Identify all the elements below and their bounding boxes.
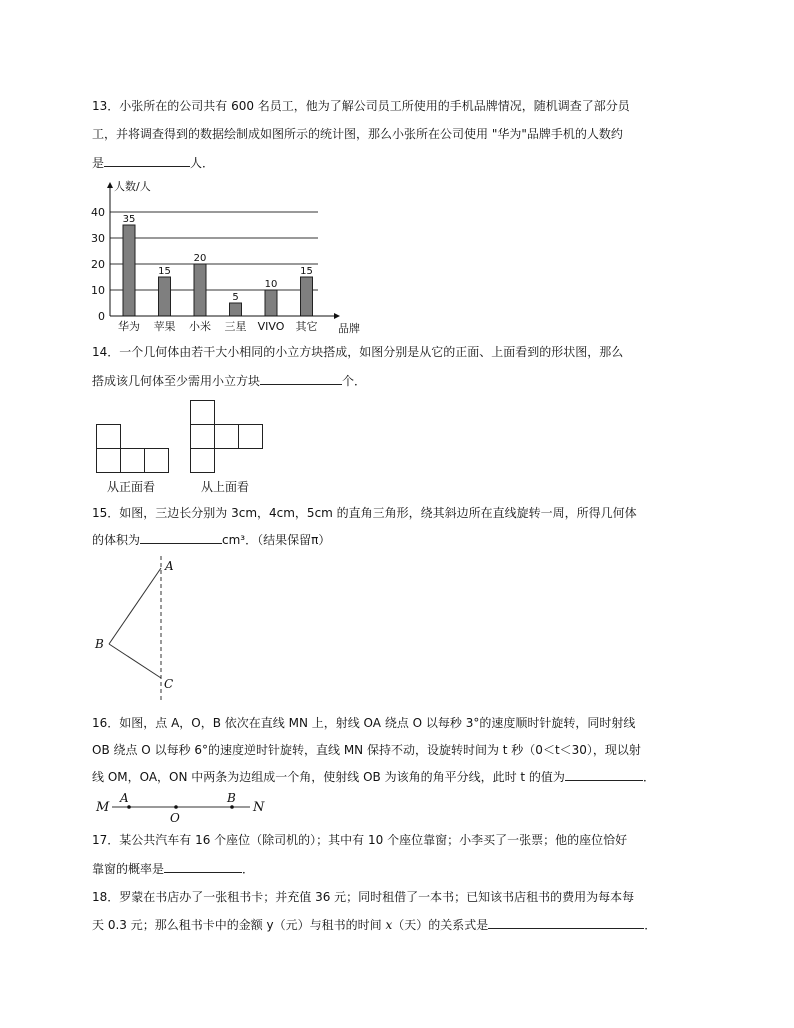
point-n-label: N (253, 800, 265, 815)
bar (159, 277, 171, 316)
q15-line-2-suffix: cm³．（结果保留π） (222, 533, 331, 547)
q17-line-2-prefix: 靠窗的概率是 (92, 862, 165, 876)
q17-line-2-suffix: ． (242, 862, 255, 876)
x-axis-arrow (334, 313, 340, 319)
y-axis-arrow (107, 182, 113, 188)
top-view-figure (190, 400, 264, 474)
bar (301, 277, 313, 316)
q14-line-2-suffix: 个． (342, 374, 367, 388)
x-tick-label: 苹果 (153, 320, 176, 333)
y-tick-label: 10 (91, 284, 105, 297)
q16-line-3 (92, 768, 655, 785)
q13-line-3 (92, 154, 214, 171)
point-m-label: M (96, 800, 110, 815)
point-b-label: B (95, 637, 104, 651)
q18-line-2-end: ． (644, 918, 657, 932)
bar (194, 264, 206, 316)
triangle-side-ba (109, 568, 161, 644)
q14-line-2 (92, 372, 366, 389)
x-tick-label: VIVO (257, 320, 285, 333)
x-axis-label: 品牌 (338, 322, 360, 335)
front-view-square (145, 449, 169, 473)
q15-answer-blank[interactable] (140, 531, 222, 544)
point-c-label: C (164, 677, 174, 691)
q15-line-1: 15．如图，三边长分别为 3cm，4cm，5cm 的直角三角形，绕其斜边所在直线旋转一周，所得几何体 (92, 506, 637, 520)
q13-line-3-prefix: 是 (92, 156, 105, 170)
q18-line-2 (92, 916, 656, 933)
q18-line-2-middle: （天）的关系式是 (392, 918, 489, 932)
q16-line-2: OB 绕点 O 以每秒 6°的速度逆时针旋转，直线 MN 保持不动，设旋转时间为 t 秒（0＜t＜30），现以射 (92, 743, 641, 757)
point-b-dot (230, 805, 234, 809)
triangle-figure (90, 550, 190, 706)
x-tick-label: 其它 (295, 320, 318, 333)
q16-line-3-prefix: 线 OM，OA，ON 中两条为边组成一个角，使射线 OB 为该角的角平分线，此时 t 的值为 (92, 770, 565, 784)
y-tick-label: 20 (91, 258, 105, 271)
bar-value-label: 15 (300, 266, 313, 277)
q17-line-2 (92, 860, 254, 877)
bar-value-label: 20 (193, 253, 207, 264)
bar-value-label: 10 (264, 279, 278, 290)
top-view-square (215, 425, 239, 449)
q18-line-1: 18．罗蒙在书店办了一张租书卡；并充值 36 元；同时租借了一本书；已知该书店租书的费用为每本每 (92, 890, 635, 904)
q18-variable-x: x (385, 918, 393, 932)
q13-line-1: 13．小张所在的公司共有 600 名员工，他为了解公司员工所使用的手机品牌情况，随机调查了部分员 (92, 99, 630, 113)
q17-answer-blank[interactable] (164, 860, 242, 873)
x-tick-label: 小米 (189, 320, 211, 333)
front-view-square (97, 425, 121, 449)
q18-line-2-prefix: 天 0.3 元；那么租书卡中的金额 y（元）与租书的时间 (92, 918, 386, 932)
top-view-label: 从上面看 (201, 480, 250, 494)
triangle-side-bc (109, 644, 161, 678)
top-view-square (239, 425, 263, 449)
q14-line-1: 14．一个几何体由若干大小相同的小立方块搭成，如图分别是从它的正面、上面看到的形状图，那么 (92, 345, 624, 359)
x-tick-label: 三星 (224, 320, 247, 333)
bar-value-label: 15 (158, 266, 171, 277)
point-b-label: B (227, 791, 236, 805)
front-view-figure (96, 424, 170, 474)
front-view-label: 从正面看 (107, 480, 156, 494)
line-mn-figure (92, 790, 272, 826)
bar-value-label: 5 (232, 292, 239, 303)
point-a-label: A (165, 559, 174, 573)
q13-line-2: 工，并将调查得到的数据绘制成如图所示的统计图，那么小张所在公司使用 "华为"品牌手机的人数约 (92, 127, 623, 141)
front-view-square (97, 449, 121, 473)
bar (123, 225, 135, 316)
q17-line-1: 17．某公共汽车有 16 个座位（除司机的）；其中有 10 个座位靠窗；小李买了一张票；他的座位恰好 (92, 833, 628, 847)
q13-answer-blank[interactable] (104, 154, 190, 167)
point-a-dot (127, 805, 131, 809)
q16-line-3-suffix: ． (642, 770, 655, 784)
y-tick-label: 40 (91, 206, 105, 219)
y-tick-label: 0 (98, 310, 105, 323)
q15-line-2 (92, 531, 330, 548)
bar (265, 290, 277, 316)
x-tick-label: 华为 (118, 320, 140, 333)
q16-answer-blank[interactable] (565, 768, 643, 781)
q14-line-2-prefix: 搭成该几何体至少需用小立方块 (92, 374, 261, 388)
point-a-label: A (120, 791, 129, 805)
q15-line-2-prefix: 的体积为 (92, 533, 141, 547)
point-o-dot (174, 805, 178, 809)
q14-answer-blank[interactable] (260, 372, 342, 385)
y-axis-label: 人数/人 (114, 180, 151, 193)
point-o-label: O (170, 811, 180, 825)
q18-answer-blank[interactable] (488, 916, 644, 929)
q16-line-1: 16．如图，点 A，O，B 依次在直线 MN 上，射线 OA 绕点 O 以每秒 3°的速度顺时针旋转，同时射线 (92, 716, 636, 730)
bar (230, 303, 242, 316)
top-view-square (191, 425, 215, 449)
bar-value-label: 35 (122, 214, 136, 225)
brand-bar-chart (88, 176, 378, 336)
front-view-square (121, 449, 145, 473)
q13-line-3-suffix: 人． (190, 156, 215, 170)
top-view-square (191, 449, 215, 473)
y-tick-label: 30 (91, 232, 105, 245)
top-view-square (191, 401, 215, 425)
